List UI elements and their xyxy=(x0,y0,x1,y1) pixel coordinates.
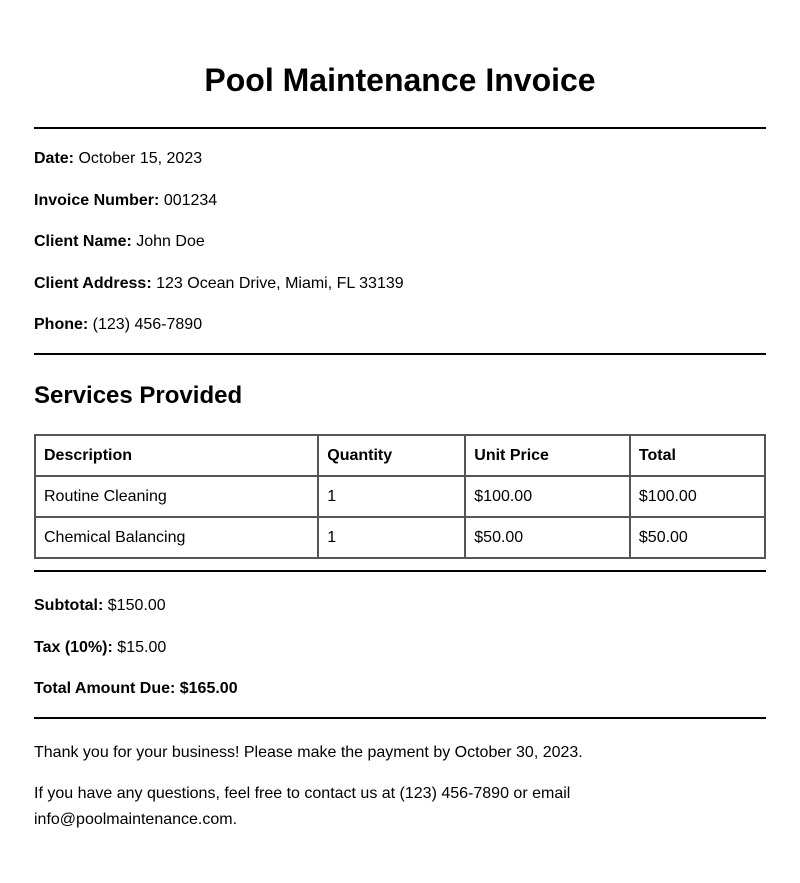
total-due: Total Amount Due: $165.00 xyxy=(34,680,238,697)
subtotal-label: Subtotal: xyxy=(34,597,104,614)
invoice-number-label: Invoice Number: xyxy=(34,192,160,209)
table-row xyxy=(35,517,765,558)
client-name-label: Client Name: xyxy=(34,233,132,250)
divider xyxy=(34,717,766,719)
phone-label: Phone: xyxy=(34,316,89,333)
client-address-value: 123 Ocean Drive, Miami, FL 33139 xyxy=(156,275,404,292)
total-due-field xyxy=(34,679,238,699)
contact-note: If you have any questions, feel free to contact us at (123) 456-7890 or email info@poolmaintenance.com. xyxy=(34,785,571,828)
tax-field xyxy=(34,638,166,658)
divider xyxy=(34,353,766,355)
invoice-number-value: 001234 xyxy=(163,192,218,209)
total-cell: $50.00 xyxy=(630,517,765,558)
invoice-title: Pool Maintenance Invoice xyxy=(204,62,596,98)
subtotal-field xyxy=(34,596,166,616)
table-row xyxy=(35,476,765,517)
column-header-description: Description xyxy=(35,435,318,476)
unit-price-cell: $100.00 xyxy=(465,476,630,517)
table-header-row xyxy=(35,435,765,476)
date-value: October 15, 2023 xyxy=(78,150,203,167)
services-heading: Services Provided xyxy=(34,382,243,409)
phone-value: (123) 456-7890 xyxy=(92,316,203,333)
thank-you-note: Thank you for your business! Please make the payment by October 30, 2023. xyxy=(34,744,583,761)
description-cell: Chemical Balancing xyxy=(35,517,318,558)
unit-price-cell: $50.00 xyxy=(465,517,630,558)
column-header-unit-price: Unit Price xyxy=(465,435,630,476)
description-cell: Routine Cleaning xyxy=(35,476,318,517)
column-header-total: Total xyxy=(630,435,765,476)
tax-label: Tax (10%): xyxy=(34,639,113,656)
divider xyxy=(34,127,766,129)
column-header-quantity: Quantity xyxy=(318,435,465,476)
subtotal-value: $150.00 xyxy=(107,597,166,614)
quantity-cell: 1 xyxy=(318,476,465,517)
client-address-field xyxy=(34,274,404,294)
client-name-field xyxy=(34,232,205,252)
client-address-label: Client Address: xyxy=(34,275,152,292)
quantity-cell: 1 xyxy=(318,517,465,558)
tax-value: $15.00 xyxy=(117,639,167,656)
divider xyxy=(34,570,766,572)
date-field xyxy=(34,149,202,169)
date-label: Date: xyxy=(34,150,75,167)
phone-field xyxy=(34,315,202,335)
invoice-number-field xyxy=(34,191,217,211)
services-table xyxy=(34,434,766,559)
total-cell: $100.00 xyxy=(630,476,765,517)
client-name-value: John Doe xyxy=(136,233,205,250)
